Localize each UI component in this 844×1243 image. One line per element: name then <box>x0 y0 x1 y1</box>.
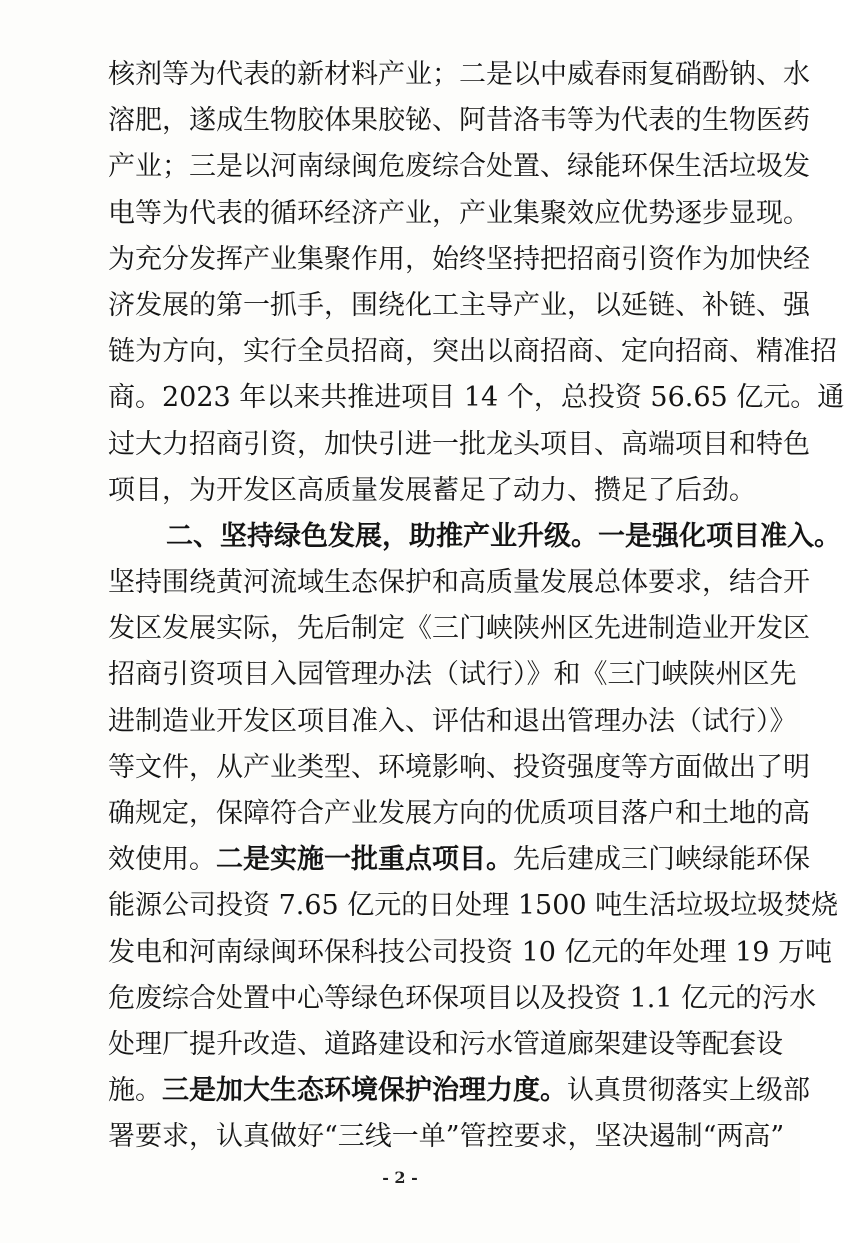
text-line <box>108 1068 810 1114</box>
text-run: 电等为代表的循环经济产业，产业集聚效应优势逐步显现。 <box>108 197 810 229</box>
text-run: 链为方向，实行全员招商，突出以商招商、定向招商、精准招 <box>108 336 837 368</box>
text-run: 处理厂提升改造、道路建设和污水管道廊架建设等配套设 <box>108 1028 783 1060</box>
text-line <box>108 52 810 98</box>
page-number: - 2 - <box>382 1168 418 1187</box>
text-run: 署要求，认真做好“三线一单”管控要求，坚决遏制“两高” <box>108 1121 785 1153</box>
text-line <box>108 837 810 883</box>
text-run: 坚持围绕黄河流域生态保护和高质量发展总体要求，结合开 <box>108 567 810 599</box>
text-line <box>108 468 756 514</box>
bold-text-run: 三是加大生态环境保护治理力度。 <box>162 1075 567 1107</box>
text-run: 项目，为开发区高质量发展蓄足了动力、攒足了后劲。 <box>108 474 756 506</box>
bold-text-run: 二是实施一批重点项目。 <box>216 844 513 876</box>
text-line <box>108 976 817 1022</box>
text-run: 进制造业开发区项目准入、评估和退出管理办法（试行）》 <box>108 705 797 737</box>
text-line <box>108 98 810 144</box>
text-line <box>108 652 797 698</box>
text-run: 过大力招商引资，加快引进一批龙头项目、高端项目和特色 <box>108 428 810 460</box>
document-body <box>108 52 844 1161</box>
bold-text-run: 二、坚持绿色发展，助推产业升级。一是强化项目准入。 <box>166 520 841 552</box>
text-run: 能源公司投资 7.65 亿元的日处理 1500 吨生活垃圾垃圾焚烧 <box>108 890 839 922</box>
text-line <box>108 237 810 283</box>
text-run: 核剂等为代表的新材料产业；二是以中威春雨复硝酚钠、水 <box>108 59 810 90</box>
text-line <box>108 606 810 652</box>
text-run: 施。 <box>108 1075 162 1107</box>
text-line <box>108 375 844 421</box>
text-line <box>108 930 833 976</box>
text-line <box>108 191 810 237</box>
text-run: 商。2023 年以来共推进项目 14 个，总投资 56.65 亿元。通 <box>108 382 844 414</box>
text-run: 等文件，从产业类型、环境影响、投资强度等方面做出了明 <box>108 751 810 783</box>
text-run: 济发展的第一抓手，围绕化工主导产业，以延链、补链、强 <box>108 289 810 321</box>
text-line <box>108 514 841 560</box>
text-line <box>108 560 810 606</box>
text-line <box>108 1114 785 1160</box>
text-run: 危废综合处置中心等绿色环保项目以及投资 1.1 亿元的污水 <box>108 982 817 1014</box>
text-run: 确规定，保障符合产业发展方向的优质项目落户和土地的高 <box>108 798 810 829</box>
text-line <box>108 745 810 791</box>
text-line <box>108 791 810 837</box>
text-run: 产业；三是以河南绿闽危废综合处置、绿能环保生活垃圾发 <box>108 151 810 183</box>
text-run: 招商引资项目入园管理办法（试行）》和《三门峡陕州区先 <box>108 659 797 691</box>
text-line <box>108 699 797 745</box>
text-line <box>108 1022 783 1068</box>
text-run: 效使用。 <box>108 844 216 876</box>
text-run: 溶肥，遂成生物胶体果胶铋、阿昔洛韦等为代表的生物医药 <box>108 105 810 137</box>
text-run: 先后建成三门峡绿能环保 <box>513 844 810 876</box>
text-run: 发电和河南绿闽环保科技公司投资 10 亿元的年处理 19 万吨 <box>108 936 833 968</box>
text-run: 为充分发挥产业集聚作用，始终坚持把招商引资作为加快经 <box>108 243 810 275</box>
text-line <box>108 329 837 375</box>
text-line <box>108 144 810 190</box>
text-line <box>108 283 810 329</box>
text-run: 发区发展实际，先后制定《三门峡陕州区先进制造业开发区 <box>108 613 810 645</box>
text-run: 认真贯彻落实上级部 <box>567 1075 810 1107</box>
text-line <box>108 883 839 929</box>
text-line <box>108 422 810 468</box>
